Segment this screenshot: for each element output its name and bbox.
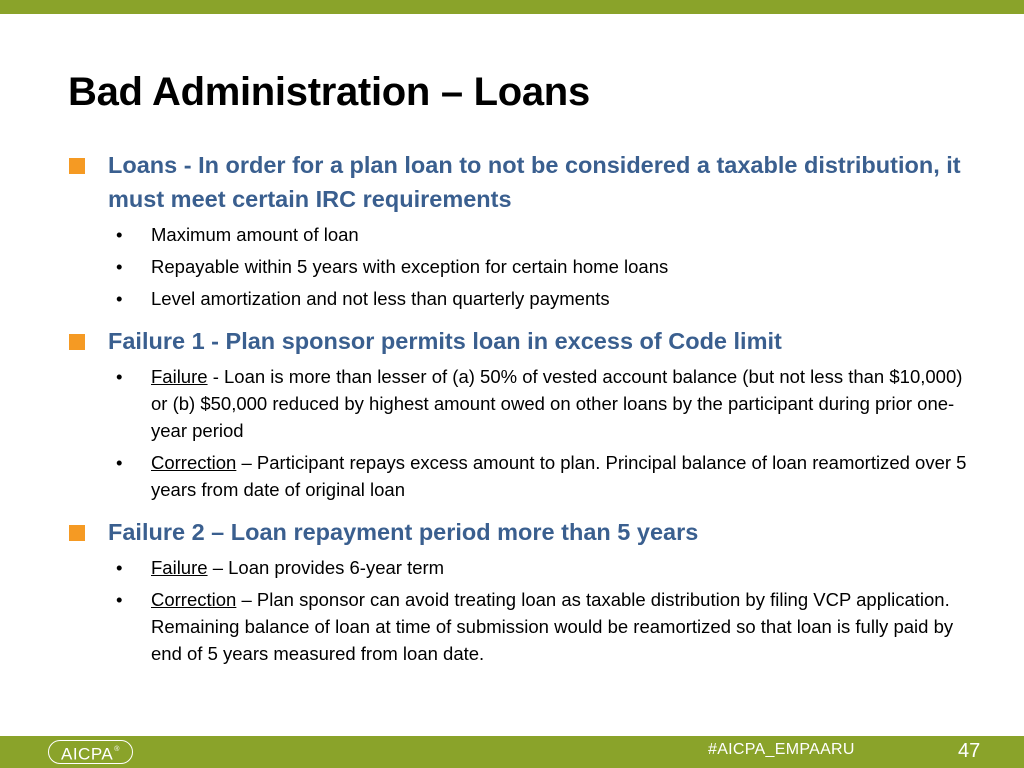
square-bullet-icon [69,334,85,350]
item-label: Failure [151,557,208,578]
top-accent-bar [0,0,1024,14]
square-bullet-icon [69,158,85,174]
list-item-text: – Plan sponsor can avoid treating loan as taxable distribution by filing VCP application. Remaining balance of loan at time of submission would be reamortized so that loan is fully paid by end of 5 years measured from loan date. [151,589,954,664]
section-heading [68,148,968,216]
bullet-dot-icon: • [116,288,123,309]
list-item-text: - Loan is more than lesser of (a) 50% of vested account balance (but not less than $10,000) or (b) $50,000 reduced by highest amount owed on other loans by the participant during prior one-year period [151,366,963,441]
list-item-text: – Participant repays excess amount to plan. Principal balance of loan reamortized over 5 years from date of original loan [151,452,967,500]
footer-hashtag: #AICPA_EMPAARU [708,741,855,758]
aicpa-logo [48,740,133,764]
item-label: Correction [151,452,237,473]
item-label: Failure [151,366,208,387]
list-item-text: Repayable within 5 years with exception for certain home loans [151,256,669,277]
bullet-dot-icon: • [116,224,123,245]
footer-bar [0,736,1024,768]
list-item [68,253,968,280]
page-number: 47 [958,740,981,762]
section-heading-text: Failure 2 – Loan repayment period more than 5 years [108,519,699,545]
square-bullet-icon [69,525,85,541]
section-heading-text: Loans - In order for a plan loan to not be considered a taxable distribution, it must meet certain IRC requirements [108,152,961,212]
registered-mark: ® [114,746,120,753]
bullet-dot-icon: • [116,452,123,473]
slide-content [68,148,968,667]
section-heading-text: Failure 1 - Plan sponsor permits loan in excess of Code limit [108,328,782,354]
bullet-dot-icon: • [116,366,123,387]
list-item-text: – Loan provides 6-year term [207,557,445,578]
bullet-dot-icon: • [116,256,123,277]
bullet-dot-icon: • [116,557,123,578]
bullet-dot-icon: • [116,589,123,610]
list-item [68,554,968,581]
list-item [68,586,968,667]
list-item [68,449,968,503]
list-item-text: Maximum amount of loan [151,224,359,245]
section-heading [68,324,968,358]
section-heading [68,515,968,549]
list-item [68,363,968,444]
item-label: Correction [151,589,237,610]
list-item [68,221,968,248]
slide-title: Bad Administration – Loans [68,70,590,114]
list-item [68,285,968,312]
list-item-text: Level amortization and not less than quarterly payments [151,288,610,309]
logo-text: AICPA [61,744,114,764]
